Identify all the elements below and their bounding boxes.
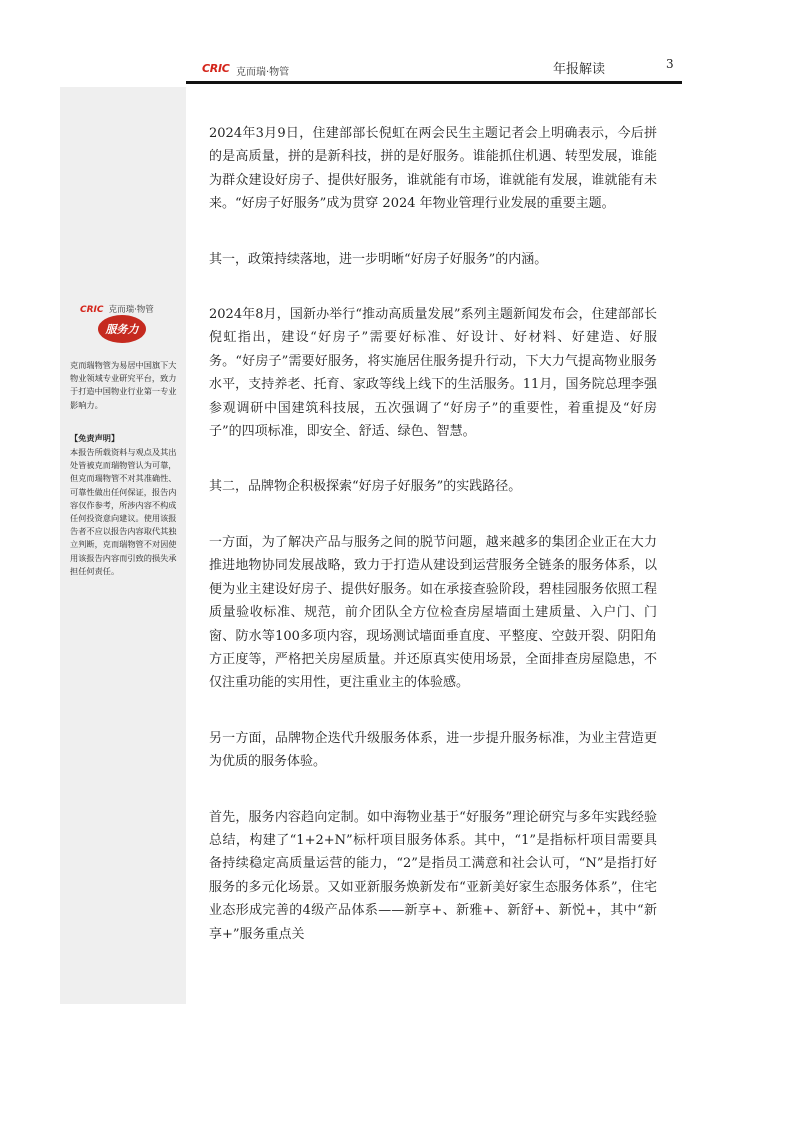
disclaimer-title: 【免责声明】 — [70, 433, 120, 443]
sidebar-logo-text: 克而瑞·物管 — [108, 305, 154, 315]
paragraph: 2024年8月，国新办举行“推动高质量发展”系列主题新闻发布会，住建部部长倪虹指出，建设“好房子”需要好标准、好设计、好材料、好建造、好服务。“好房子”需要好服务，将实施居住服务提升行动，下大力气提高物业服务水平，支持养老、托育、家政等线上线下的生活服务。11月，国务院总理李强参观调研中国建筑科技展，五次强调了“好房子”的重要性，着重提及“好房子”的四项标准，即安全、舒适、绿色、智慧。 — [209, 307, 657, 440]
sidebar-logo — [80, 297, 170, 315]
sidebar — [60, 87, 186, 1004]
page-header — [186, 52, 682, 82]
header-title: 年报解读 — [553, 62, 606, 77]
paragraph: 其二，品牌物企积极探索“好房子好服务”的实践路径。 — [209, 479, 522, 495]
sidebar-cric-logo: CRIC — [80, 305, 104, 315]
sidebar-intro: 克而瑞物管为易居中国旗下大物业领域专业研究平台，致力于打造中国物业行业第一专业影响力。 — [70, 360, 177, 410]
paragraph: 一方面，为了解决产品与服务之间的脱节问题，越来越多的集团企业正在大力推进地物协同发展战略，致力于打造从建设到运营服务全链条的服务体系，以便为业主建设好房子、提供好服务。如在承接查验阶段，碧桂园服务依照工程质量验收标准、规范，前介团队全方位检查房屋墙面土建质量、入户门、门窗、防水等100多项内容，现场测试墙面垂直度、平整度、空鼓开裂、阴阳角方正度等，严格把关房屋质量。并还原真实使用场景，全面排查房屋隐患，不仅注重功能的实用性，更注重业主的体验感。 — [209, 534, 657, 691]
cric-logo: CRIC — [202, 62, 230, 75]
cric-logo-text: 克而瑞·物管 — [236, 67, 290, 78]
page-number: 3 — [666, 57, 674, 71]
header-divider — [186, 81, 682, 84]
paragraph: 2024年3月9日，住建部部长倪虹在两会民生主题记者会上明确表示，今后拼的是高质量，拼的是新科技，拼的是好服务。谁能抓住机遇、转型发展，谁能为群众建设好房子、提供好服务，谁就能有市场，谁就能有发展，谁就能有未来。“好房子好服务”成为贯穿 2024 年物业管理行业发展的重要主题。 — [209, 126, 657, 212]
paragraph: 首先，服务内容趋向定制。如中海物业基于“好服务”理论研究与多年实践经验总结，构建了“1+2+N”标杆项目服务体系。其中，“1”是指标杆项目需要具备持续稳定高质量运营的能力，“2”是指员工满意和社会认可，“N”是指打好服务的多元化场景。又如亚新服务焕新发布“亚新美好家生态服务体系”，住宅业态形成完善的4级产品体系——新享+、新雅+、新舒+、新悦+，其中“新享+”服务重点关 — [209, 809, 657, 942]
badge-label: 服务力 — [105, 323, 139, 336]
paragraph: 其一，政策持续落地，进一步明晰“好房子好服务”的内涵。 — [209, 251, 548, 267]
disclaimer-text: 本报告所载资料与观点及其出处皆被克而瑞物管认为可靠，但克而瑞物管不对其准确性、可靠性做出任何保证，报告内容仅作参考，所涉内容不构成任何投资意向建议。使用该报告者不应以报告内容取代其独立判断，克而瑞物管不对因使用该报告内容而引致的损失承担任何责任。 — [70, 447, 177, 576]
main-content — [209, 122, 657, 978]
service-power-badge — [98, 315, 146, 343]
paragraph: 另一方面，品牌物企迭代升级服务体系，进一步提升服务标准，为业主营造更为优质的服务体验。 — [209, 730, 657, 770]
